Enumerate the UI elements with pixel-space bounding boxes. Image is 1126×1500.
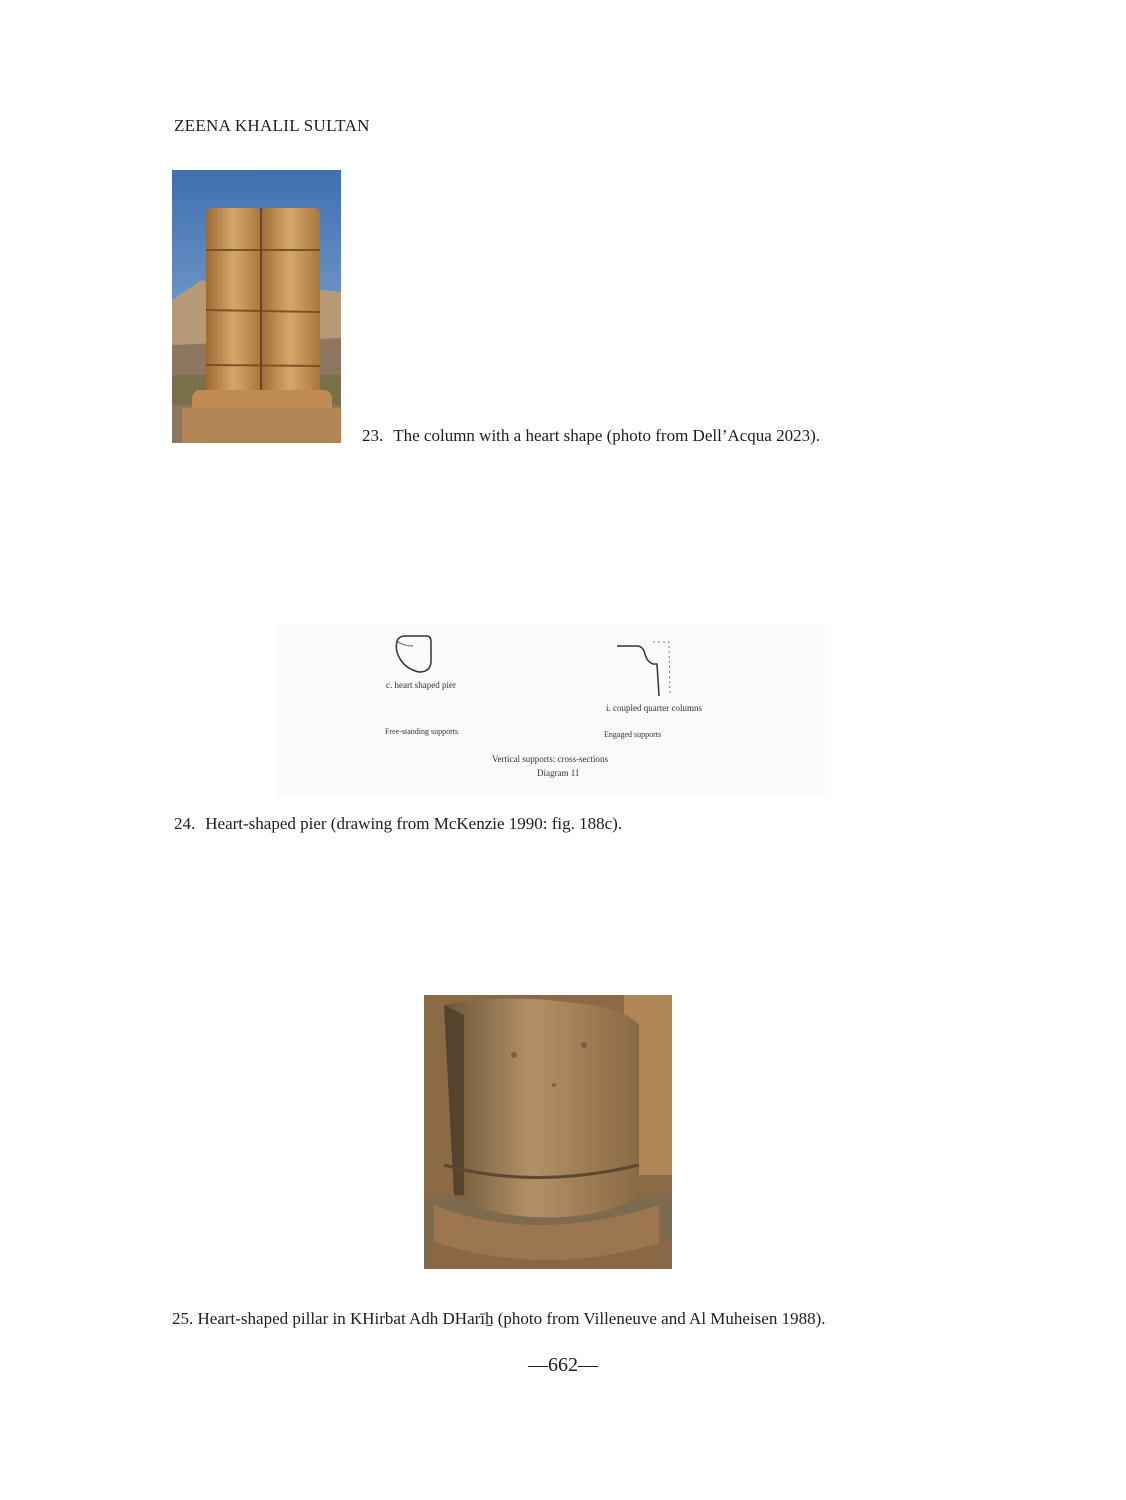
label-drawing-title: Vertical supports: cross-sections xyxy=(492,754,608,764)
figure-23-photo xyxy=(172,170,341,443)
label-engaged-supports: Engaged supports xyxy=(604,730,662,739)
figure-25-text: Heart-shaped pillar in KHirbat Adh DHarīẖ (photo from Villeneuve and Al Muheisen 1988). xyxy=(197,1309,826,1328)
page-number: —662— xyxy=(528,1354,598,1376)
figure-24-drawing xyxy=(275,624,825,798)
label-coupled-quarter-columns: i. coupled quarter columns xyxy=(606,703,702,713)
figure-25-caption xyxy=(172,1309,826,1329)
figure-23-caption xyxy=(362,426,820,446)
label-heart-shaped-pier: c. heart shaped pier xyxy=(386,680,456,690)
figure-25-number: 25. xyxy=(172,1309,194,1328)
running-head: ZEENA KHALIL SULTAN xyxy=(174,116,370,135)
figure-25-photo xyxy=(424,995,672,1269)
figure-24-caption xyxy=(174,814,622,834)
label-free-standing-supports: Free-standing supports xyxy=(385,727,459,736)
figure-24-number: 24. xyxy=(174,814,196,833)
figure-24-text: Heart-shaped pier (drawing from McKenzie 1990: fig. 188c). xyxy=(205,814,623,833)
label-diagram-number: Diagram 11 xyxy=(537,768,580,778)
figure-23-text: The column with a heart shape (photo from Dell’Acqua 2023). xyxy=(393,426,821,445)
figure-23-number: 23. xyxy=(362,426,384,445)
